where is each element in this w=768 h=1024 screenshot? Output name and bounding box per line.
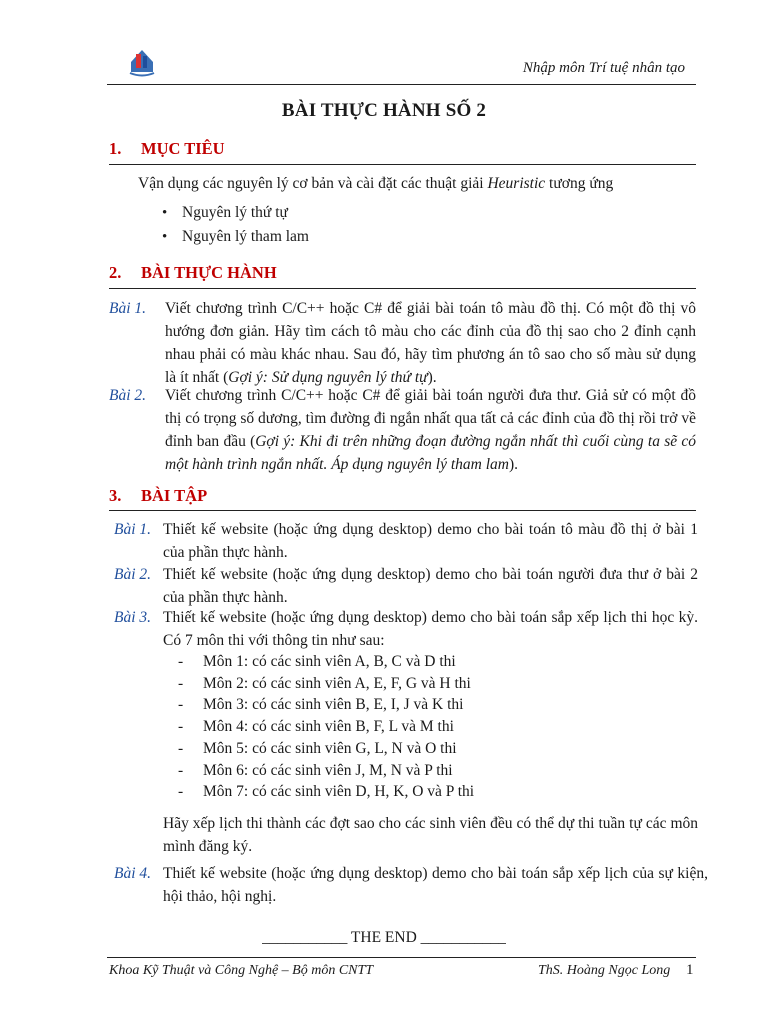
section-number: 2. (109, 263, 122, 282)
principles-list (162, 201, 309, 249)
list-item: • Nguyên lý thứ tự (162, 201, 309, 225)
list-item: - Môn 5: có các sinh viên G, L, N và O thi (178, 738, 474, 760)
section-heading-practice (109, 263, 277, 283)
header-divider (107, 84, 696, 85)
exercise-text: Thiết kế website (hoặc ứng dụng desktop) demo cho bài toán tô màu đồ thị ở bài 1 của phần thực hành. (163, 521, 698, 561)
exercise-text: Viết chương trình C/C++ hoặc C# để giải bài toán tô màu đồ thị. Có một đồ thị vô hướng đơn giản. Hãy tìm cách tô màu cho các đỉnh của đồ thị sao cho 2 đỉnh cạnh nhau phải có màu khác nhau. Sau đó, hãy tìm phương án tô sao cho số màu sử dụng là ít nhất (Gợi ý: Sử dụng nguyên lý thứ tự). (165, 300, 696, 386)
exercise-label: Bài 1. (109, 300, 147, 317)
exercise-label: Bài 3. (114, 609, 152, 626)
exercise-text: Thiết kế website (hoặc ứng dụng desktop) demo cho bài toán người đưa thư ở bài 2 của phần thực hành. (163, 566, 698, 606)
exercise-label: Bài 2. (114, 566, 152, 583)
list-item: • Nguyên lý tham lam (162, 225, 309, 249)
exercise-label: Bài 4. (114, 865, 152, 882)
exercise-text: Thiết kế website (hoặc ứng dụng desktop) demo cho bài toán sắp xếp lịch của sự kiện, hội thảo, hội nghị. (163, 865, 708, 905)
the-end-marker: ___________ THE END ___________ (262, 929, 506, 946)
footer-department: Khoa Kỹ Thuật và Công Nghệ – Bộ môn CNTT (109, 963, 374, 978)
section-heading-objectives (109, 139, 225, 159)
section-title: BÀI TẬP (141, 486, 208, 505)
document-title: BÀI THỰC HÀNH SỐ 2 (281, 100, 487, 121)
section-divider (109, 510, 696, 511)
list-item: - Môn 3: có các sinh viên B, E, I, J và K thi (178, 694, 474, 716)
page-number: 1 (686, 962, 694, 978)
section-number: 1. (109, 139, 122, 158)
section-title: MỤC TIÊU (141, 139, 225, 158)
footer-divider (107, 957, 696, 958)
objectives-intro (138, 172, 613, 195)
intro-suffix: tương ứng (545, 175, 614, 192)
exam-list (178, 651, 474, 803)
section-divider (109, 288, 696, 289)
intro-italic: Heuristic (487, 175, 546, 192)
exam-instructions: Hãy xếp lịch thi thành các đợt sao cho các sinh viên đều có thể dự thi tuần tự các môn mình đăng ký. (163, 815, 698, 855)
university-logo (128, 44, 156, 78)
exercise-label: Bài 1. (114, 521, 152, 538)
footer-author: ThS. Hoàng Ngọc Long (538, 963, 671, 978)
list-item: - Môn 4: có các sinh viên B, F, L và M thi (178, 716, 474, 738)
section-heading-exercises (109, 486, 207, 506)
section-title: BÀI THỰC HÀNH (141, 263, 277, 282)
exercise-label: Bài 2. (109, 387, 147, 404)
section-divider (109, 164, 696, 165)
exercise-text: Thiết kế website (hoặc ứng dụng desktop) demo cho bài toán sắp xếp lịch thi học kỳ. Có 7 môn thi với thông tin như sau: (163, 609, 698, 649)
list-item: - Môn 6: có các sinh viên J, M, N và P thi (178, 760, 474, 782)
section-number: 3. (109, 486, 122, 505)
list-item: - Môn 1: có các sinh viên A, B, C và D thi (178, 651, 474, 673)
intro-text: Vận dụng các nguyên lý cơ bản và cài đặt các thuật giải (138, 175, 488, 192)
list-item: - Môn 7: có các sinh viên D, H, K, O và P thi (178, 781, 474, 803)
course-name: Nhập môn Trí tuệ nhân tạo (522, 60, 685, 76)
list-item: - Môn 2: có các sinh viên A, E, F, G và H thi (178, 673, 474, 695)
exercise-text: Viết chương trình C/C++ hoặc C# để giải bài toán người đưa thư. Giả sử có một đồ thị có trọng số dương, tìm đường đi ngắn nhất qua tất cả các đỉnh của đồ thị rồi trở về đỉnh ban đầu (Gợi ý: Khi đi trên những đoạn đường ngắn nhất thì cuối cùng ta sẽ có một hành trình ngắn nhất. Áp dụng nguyên lý tham lam). (165, 387, 696, 473)
